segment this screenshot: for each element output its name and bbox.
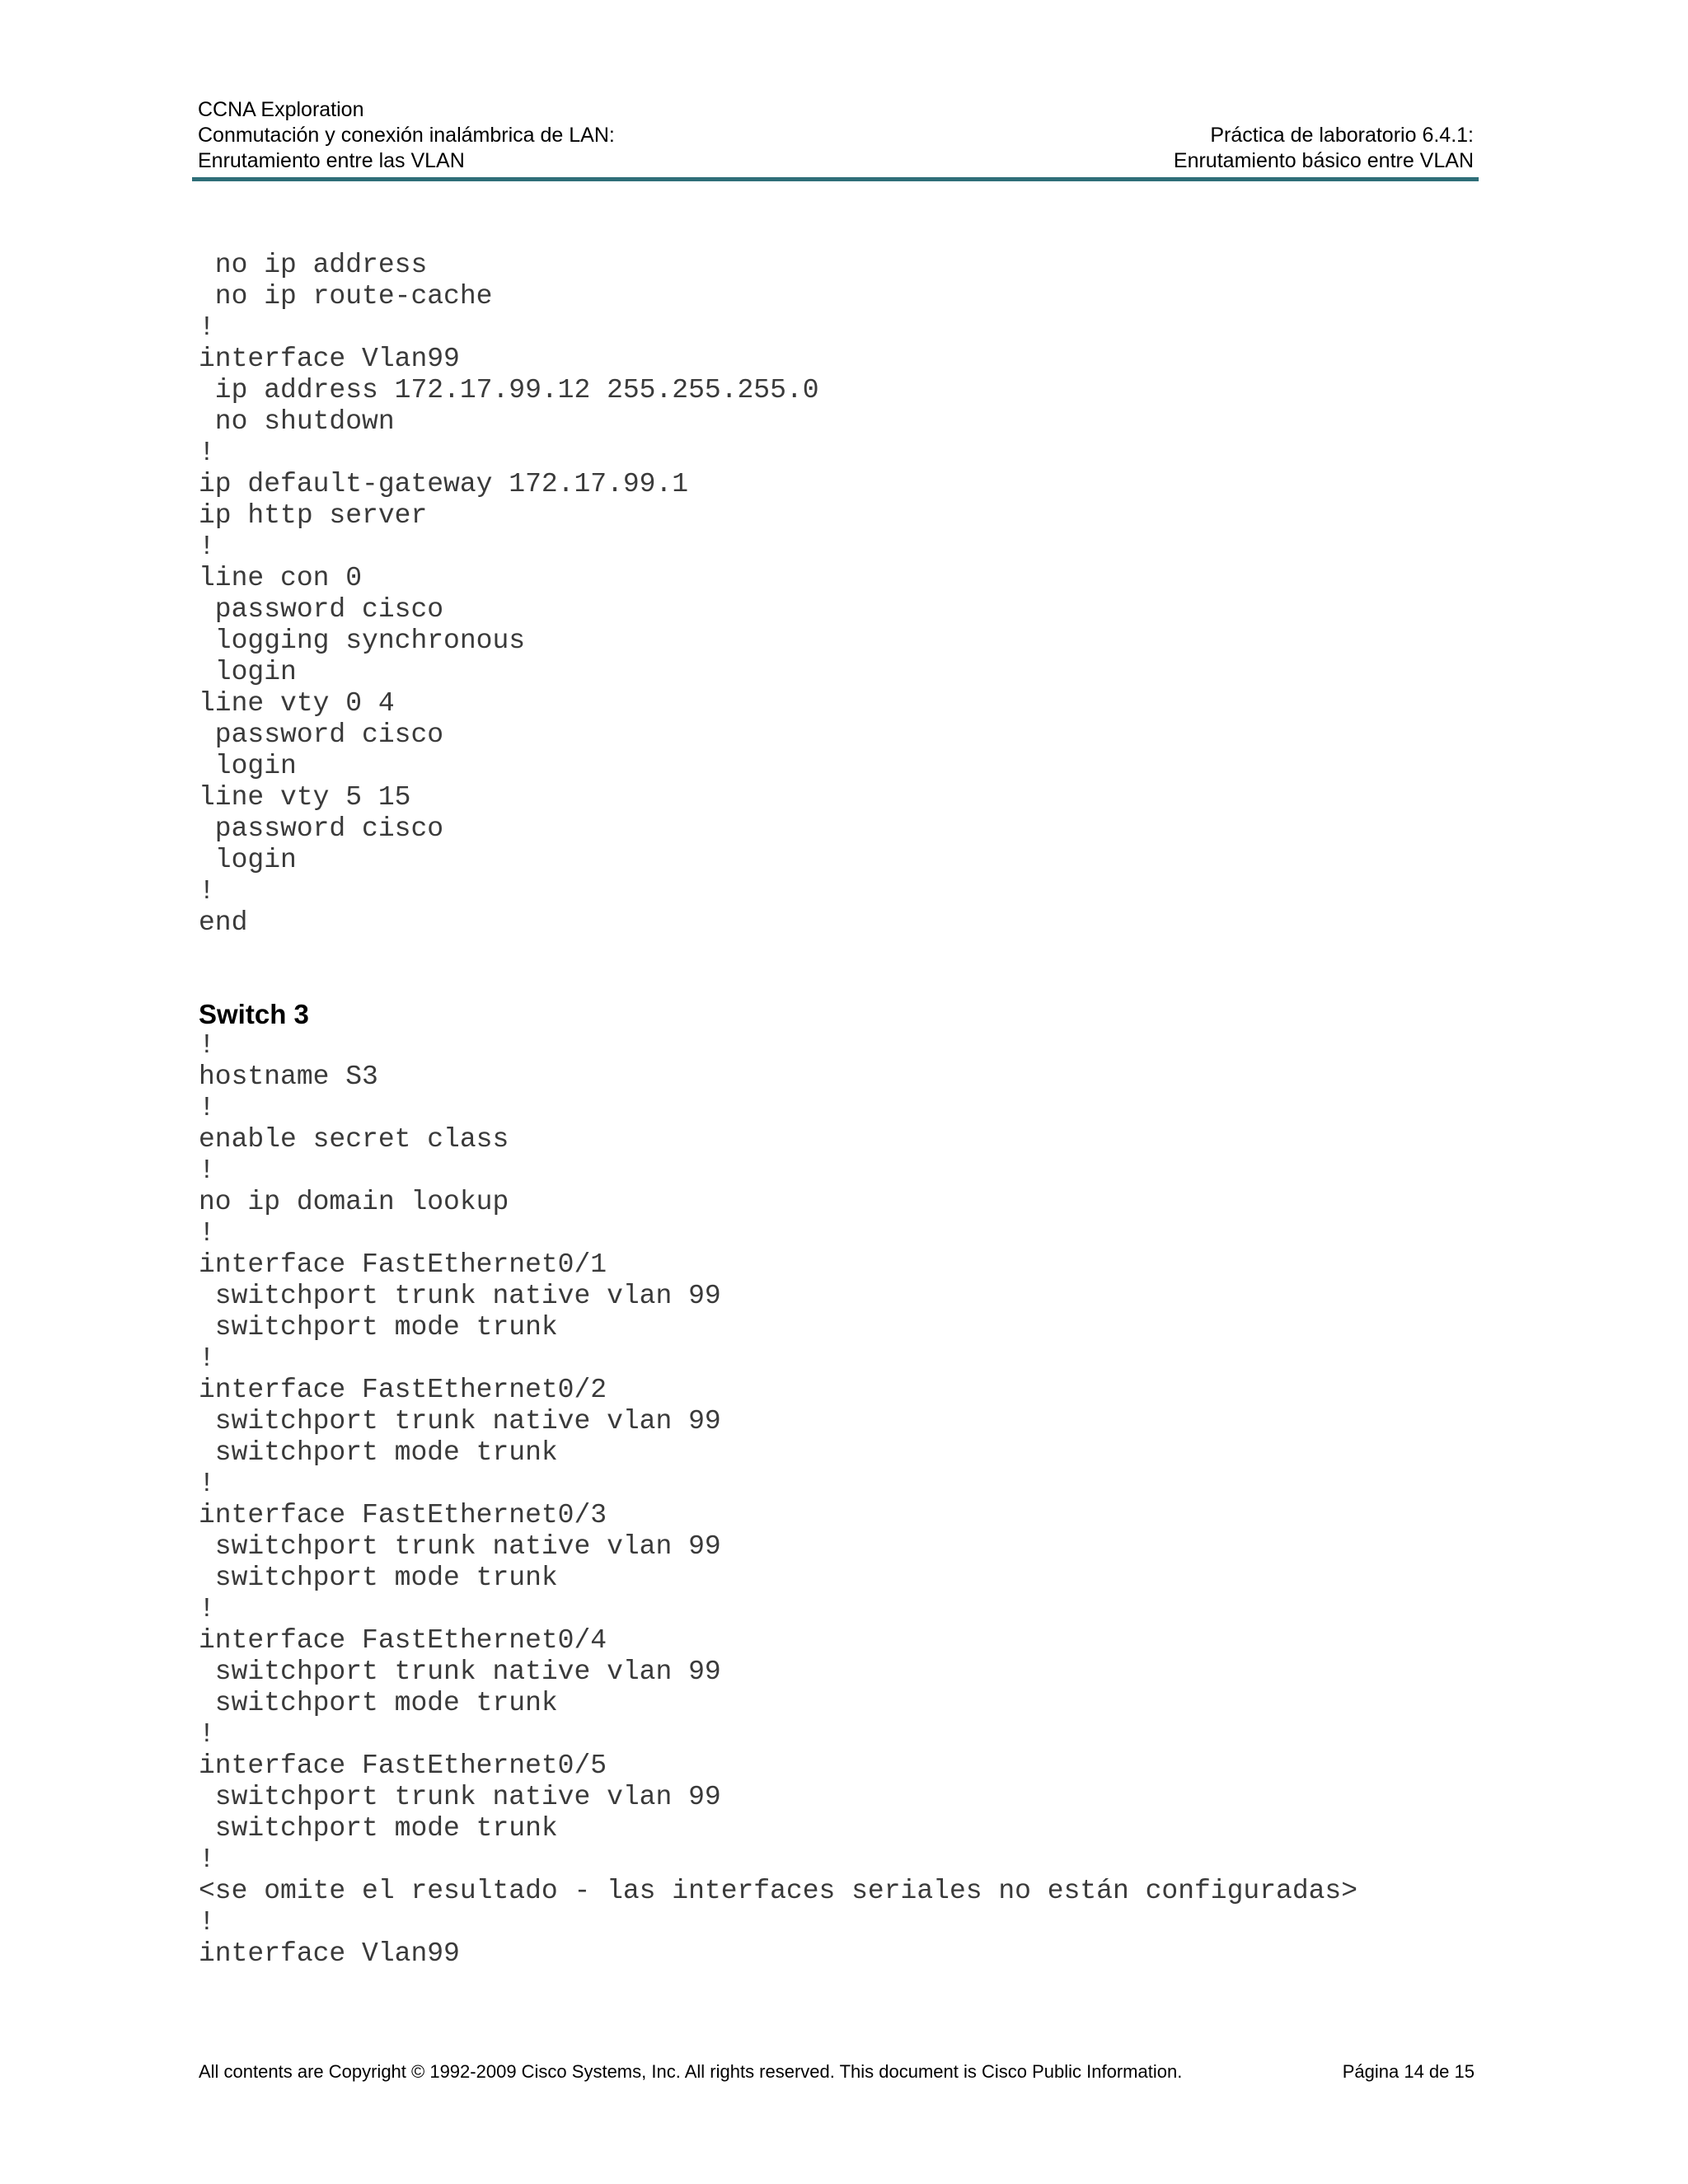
- code-line: switchport trunk native vlan 99: [199, 1281, 721, 1311]
- code-line: no ip address: [199, 250, 428, 280]
- code-line: ip address 172.17.99.12 255.255.255.0: [199, 375, 819, 405]
- code-line: switchport mode trunk: [199, 1688, 558, 1718]
- code-line: ip http server: [199, 500, 428, 531]
- code-line: !: [199, 1469, 215, 1499]
- header-course-subtitle: Conmutación y conexión inalámbrica de LAN:: [198, 124, 615, 147]
- code-line: no shutdown: [199, 406, 395, 437]
- header-chapter-title: Enrutamiento entre las VLAN: [198, 149, 465, 172]
- header-lab-info: [1174, 123, 1474, 174]
- code-line: switchport mode trunk: [199, 1813, 558, 1844]
- code-line: password cisco: [199, 594, 444, 625]
- code-line: !: [199, 1594, 215, 1624]
- config-listing-switch-3: [199, 1030, 1484, 1970]
- footer-copyright: All contents are Copyright © 1992-2009 Cisco Systems, Inc. All rights reserved. This document is Cisco Public Information.: [199, 2061, 1183, 2082]
- code-line: !: [199, 1155, 215, 1186]
- code-line: !: [199, 438, 215, 468]
- code-line: login: [199, 751, 297, 781]
- code-line: interface FastEthernet0/3: [199, 1500, 607, 1530]
- code-line: switchport trunk native vlan 99: [199, 1782, 721, 1812]
- header-lab-title: Enrutamiento básico entre VLAN: [1173, 149, 1474, 172]
- code-line: logging synchronous: [199, 626, 526, 656]
- code-line: <se omite el resultado - las interfaces seriales no están configuradas>: [199, 1876, 1358, 1906]
- code-line: switchport mode trunk: [199, 1437, 558, 1468]
- config-listing-continued: [199, 250, 1484, 939]
- code-line: !: [199, 1218, 215, 1249]
- code-line: !: [199, 1719, 215, 1750]
- code-line: !: [199, 312, 215, 343]
- code-line: !: [199, 1907, 215, 1938]
- code-line: line vty 5 15: [199, 782, 411, 813]
- code-line: !: [199, 1343, 215, 1374]
- code-line: switchport trunk native vlan 99: [199, 1406, 721, 1436]
- code-line: !: [199, 1093, 215, 1123]
- header-rule: [192, 177, 1479, 181]
- code-line: !: [199, 1844, 215, 1875]
- code-line: line con 0: [199, 563, 363, 593]
- code-line: password cisco: [199, 719, 444, 750]
- code-line: login: [199, 845, 297, 875]
- code-line: switchport mode trunk: [199, 1563, 558, 1593]
- code-line: !: [199, 1030, 215, 1061]
- code-line: switchport trunk native vlan 99: [199, 1531, 721, 1562]
- code-line: switchport trunk native vlan 99: [199, 1657, 721, 1687]
- code-line: ip default-gateway 172.17.99.1: [199, 469, 689, 499]
- code-line: enable secret class: [199, 1124, 509, 1155]
- code-line: interface FastEthernet0/4: [199, 1625, 607, 1656]
- code-line: interface FastEthernet0/5: [199, 1750, 607, 1781]
- code-line: interface FastEthernet0/1: [199, 1249, 607, 1280]
- code-line: interface Vlan99: [199, 1938, 460, 1969]
- header-course-info: [198, 97, 615, 174]
- code-line: no ip domain lookup: [199, 1187, 509, 1217]
- code-line: switchport mode trunk: [199, 1312, 558, 1343]
- code-line: password cisco: [199, 813, 444, 844]
- code-line: login: [199, 657, 297, 687]
- code-line: !: [199, 876, 215, 907]
- code-line: interface FastEthernet0/2: [199, 1375, 607, 1405]
- code-line: end: [199, 907, 248, 938]
- code-line: line vty 0 4: [199, 688, 395, 719]
- code-line: no ip route-cache: [199, 281, 493, 312]
- section-heading-switch-3: Switch 3: [199, 999, 309, 1029]
- code-line: hostname S3: [199, 1062, 378, 1092]
- code-line: interface Vlan99: [199, 344, 460, 374]
- header-course-title: CCNA Exploration: [198, 98, 364, 121]
- code-line: !: [199, 532, 215, 562]
- header-lab-number: Práctica de laboratorio 6.4.1:: [1210, 124, 1474, 147]
- footer-page-number: Página 14 de 15: [1342, 2061, 1475, 2082]
